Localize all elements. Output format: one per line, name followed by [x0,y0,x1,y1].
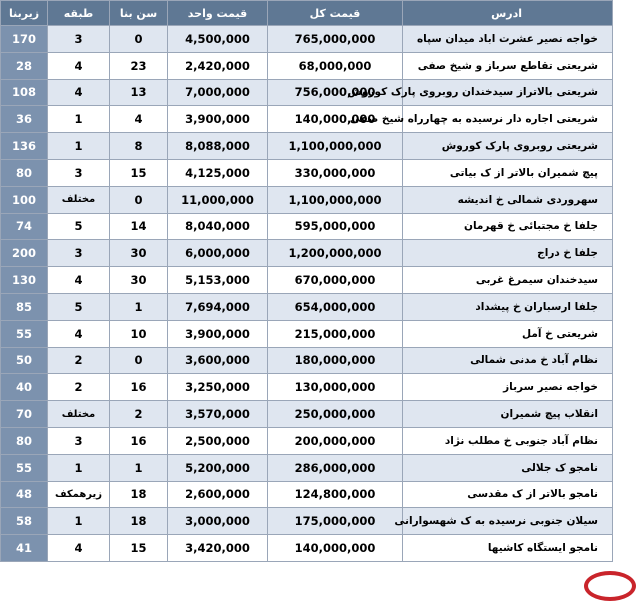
table-row [1,401,613,428]
table-row [1,293,613,320]
table-row [1,508,613,535]
cell-address: شریعتی تقاطع سرباز و شیخ صفی [403,52,613,79]
cell-age: 14 [110,213,168,240]
cell-total-price: 180,000,000 [268,347,403,374]
table-row [1,454,613,481]
cell-age: 0 [110,186,168,213]
table-row [1,240,613,267]
cell-floor: مختلف [48,401,110,428]
cell-address: نظام آباد خ مدنی شمالی [403,347,613,374]
cell-address: نظام آباد جنوبی خ مطلب نژاد [403,427,613,454]
table-row [1,133,613,160]
cell-address: خواجه نصیر عشرت اباد میدان سپاه [403,26,613,53]
table-row [1,535,613,562]
cell-unit-price: 3,900,000 [168,320,268,347]
cell-address: شریعتی روبروی پارک کوروش [403,133,613,160]
cell-area: 55 [1,320,48,347]
cell-age: 15 [110,159,168,186]
cell-total-price: 756,000,000 [268,79,403,106]
cell-area: 58 [1,508,48,535]
cell-total-price: 215,000,000 [268,320,403,347]
cell-area: 55 [1,454,48,481]
cell-unit-price: 3,420,000 [168,535,268,562]
cell-age: 0 [110,347,168,374]
cell-age: 30 [110,240,168,267]
cell-area: 41 [1,535,48,562]
cell-floor: 1 [48,106,110,133]
cell-area: 85 [1,293,48,320]
cell-age: 4 [110,106,168,133]
table-row [1,159,613,186]
cell-address: شریعتی اجاره دار نرسیده به چهارراه شیخ صفی [403,106,613,133]
header-floor: طبقه [48,1,110,26]
cell-age: 16 [110,427,168,454]
cell-unit-price: 2,600,000 [168,481,268,508]
cell-floor: 4 [48,52,110,79]
logo-fragment [576,573,616,587]
cell-age: 16 [110,374,168,401]
cell-total-price: 1,100,000,000 [268,186,403,213]
cell-address: نامجو ک جلالی [403,454,613,481]
cell-area: 80 [1,159,48,186]
cell-floor: زیرهمکف [48,481,110,508]
cell-area: 48 [1,481,48,508]
cell-area: 100 [1,186,48,213]
cell-floor: 1 [48,508,110,535]
header-age: سن بنا [110,1,168,26]
cell-floor: 5 [48,293,110,320]
cell-unit-price: 8,088,000 [168,133,268,160]
cell-floor: 5 [48,213,110,240]
cell-address: نامجو ایستگاه کاشیها [403,535,613,562]
cell-area: 50 [1,347,48,374]
cell-unit-price: 2,500,000 [168,427,268,454]
cell-address: جلفا ارسباران خ پیشداد [403,293,613,320]
cell-area: 136 [1,133,48,160]
cell-unit-price: 6,000,000 [168,240,268,267]
table-row [1,79,613,106]
cell-age: 2 [110,401,168,428]
cell-total-price: 595,000,000 [268,213,403,240]
cell-area: 36 [1,106,48,133]
cell-age: 18 [110,508,168,535]
header-address: ادرس [403,1,613,26]
cell-unit-price: 2,420,000 [168,52,268,79]
header-total-price: قیمت کل [268,1,403,26]
header-area: زیربنا [1,1,48,26]
cell-area: 200 [1,240,48,267]
cell-floor: 4 [48,79,110,106]
cell-area: 28 [1,52,48,79]
cell-total-price: 130,000,000 [268,374,403,401]
cell-unit-price: 3,570,000 [168,401,268,428]
cell-address: جلفا خ مجتبائی خ قهرمان [403,213,613,240]
table-row [1,347,613,374]
cell-age: 23 [110,52,168,79]
cell-unit-price: 11,000,000 [168,186,268,213]
cell-area: 70 [1,401,48,428]
table-row [1,320,613,347]
cell-total-price: 765,000,000 [268,26,403,53]
cell-address: سهروردی شمالی خ اندیشه [403,186,613,213]
cell-area: 40 [1,374,48,401]
cell-floor: 4 [48,535,110,562]
table-row [1,106,613,133]
cell-address: انقلاب پیچ شمیران [403,401,613,428]
cell-floor: 3 [48,427,110,454]
table-row [1,26,613,53]
header-unit-price: قیمت واحد [168,1,268,26]
cell-address: شریعتی بالاتراز سیدخندان روبروی پارک کوروش [403,79,613,106]
cell-area: 80 [1,427,48,454]
cell-address: نامجو بالاتر از ک مقدسی [403,481,613,508]
table-row [1,186,613,213]
cell-unit-price: 4,125,000 [168,159,268,186]
cell-total-price: 1,200,000,000 [268,240,403,267]
cell-floor: مختلف [48,186,110,213]
cell-floor: 4 [48,320,110,347]
cell-total-price: 175,000,000 [268,508,403,535]
table-row [1,427,613,454]
cell-unit-price: 5,153,000 [168,267,268,294]
table-body [1,26,613,562]
cell-total-price: 124,800,000 [268,481,403,508]
cell-age: 18 [110,481,168,508]
cell-unit-price: 7,694,000 [168,293,268,320]
cell-unit-price: 4,500,000 [168,26,268,53]
cell-age: 15 [110,535,168,562]
cell-age: 8 [110,133,168,160]
cell-unit-price: 5,200,000 [168,454,268,481]
cell-unit-price: 7,000,000 [168,79,268,106]
cell-address: سیدخندان سیمرغ غربی [403,267,613,294]
cell-total-price: 654,000,000 [268,293,403,320]
table-row [1,374,613,401]
cell-floor: 1 [48,133,110,160]
cell-floor: 2 [48,374,110,401]
cell-address: جلفا خ دراج [403,240,613,267]
cell-total-price: 286,000,000 [268,454,403,481]
cell-floor: 3 [48,159,110,186]
cell-area: 74 [1,213,48,240]
cell-total-price: 1,100,000,000 [268,133,403,160]
cell-age: 10 [110,320,168,347]
cell-floor: 4 [48,267,110,294]
cell-age: 1 [110,293,168,320]
cell-unit-price: 8,040,000 [168,213,268,240]
cell-total-price: 330,000,000 [268,159,403,186]
cell-address: شریعتی خ آمل [403,320,613,347]
cell-total-price: 140,000,000 [268,106,403,133]
cell-total-price: 670,000,000 [268,267,403,294]
table-header-row [1,1,613,26]
cell-total-price: 140,000,000 [268,535,403,562]
cell-total-price: 68,000,000 [268,52,403,79]
cell-address: پیچ شمیران بالاتر از ک بیاتی [403,159,613,186]
table-row [1,267,613,294]
cell-floor: 2 [48,347,110,374]
table-row [1,481,613,508]
cell-area: 130 [1,267,48,294]
cell-area: 170 [1,26,48,53]
cell-age: 1 [110,454,168,481]
cell-age: 30 [110,267,168,294]
cell-floor: 1 [48,454,110,481]
cell-unit-price: 3,000,000 [168,508,268,535]
cell-unit-price: 3,600,000 [168,347,268,374]
cell-age: 0 [110,26,168,53]
cell-address: خواجه نصیر سرباز [403,374,613,401]
table-row [1,52,613,79]
cell-floor: 3 [48,240,110,267]
cell-area: 108 [1,79,48,106]
cell-total-price: 200,000,000 [268,427,403,454]
cell-unit-price: 3,900,000 [168,106,268,133]
cell-floor: 3 [48,26,110,53]
cell-unit-price: 3,250,000 [168,374,268,401]
cell-address: سیلان جنوبی نرسیده به ک شهسوارانی [403,508,613,535]
cell-age: 13 [110,79,168,106]
cell-total-price: 250,000,000 [268,401,403,428]
table-row [1,213,613,240]
